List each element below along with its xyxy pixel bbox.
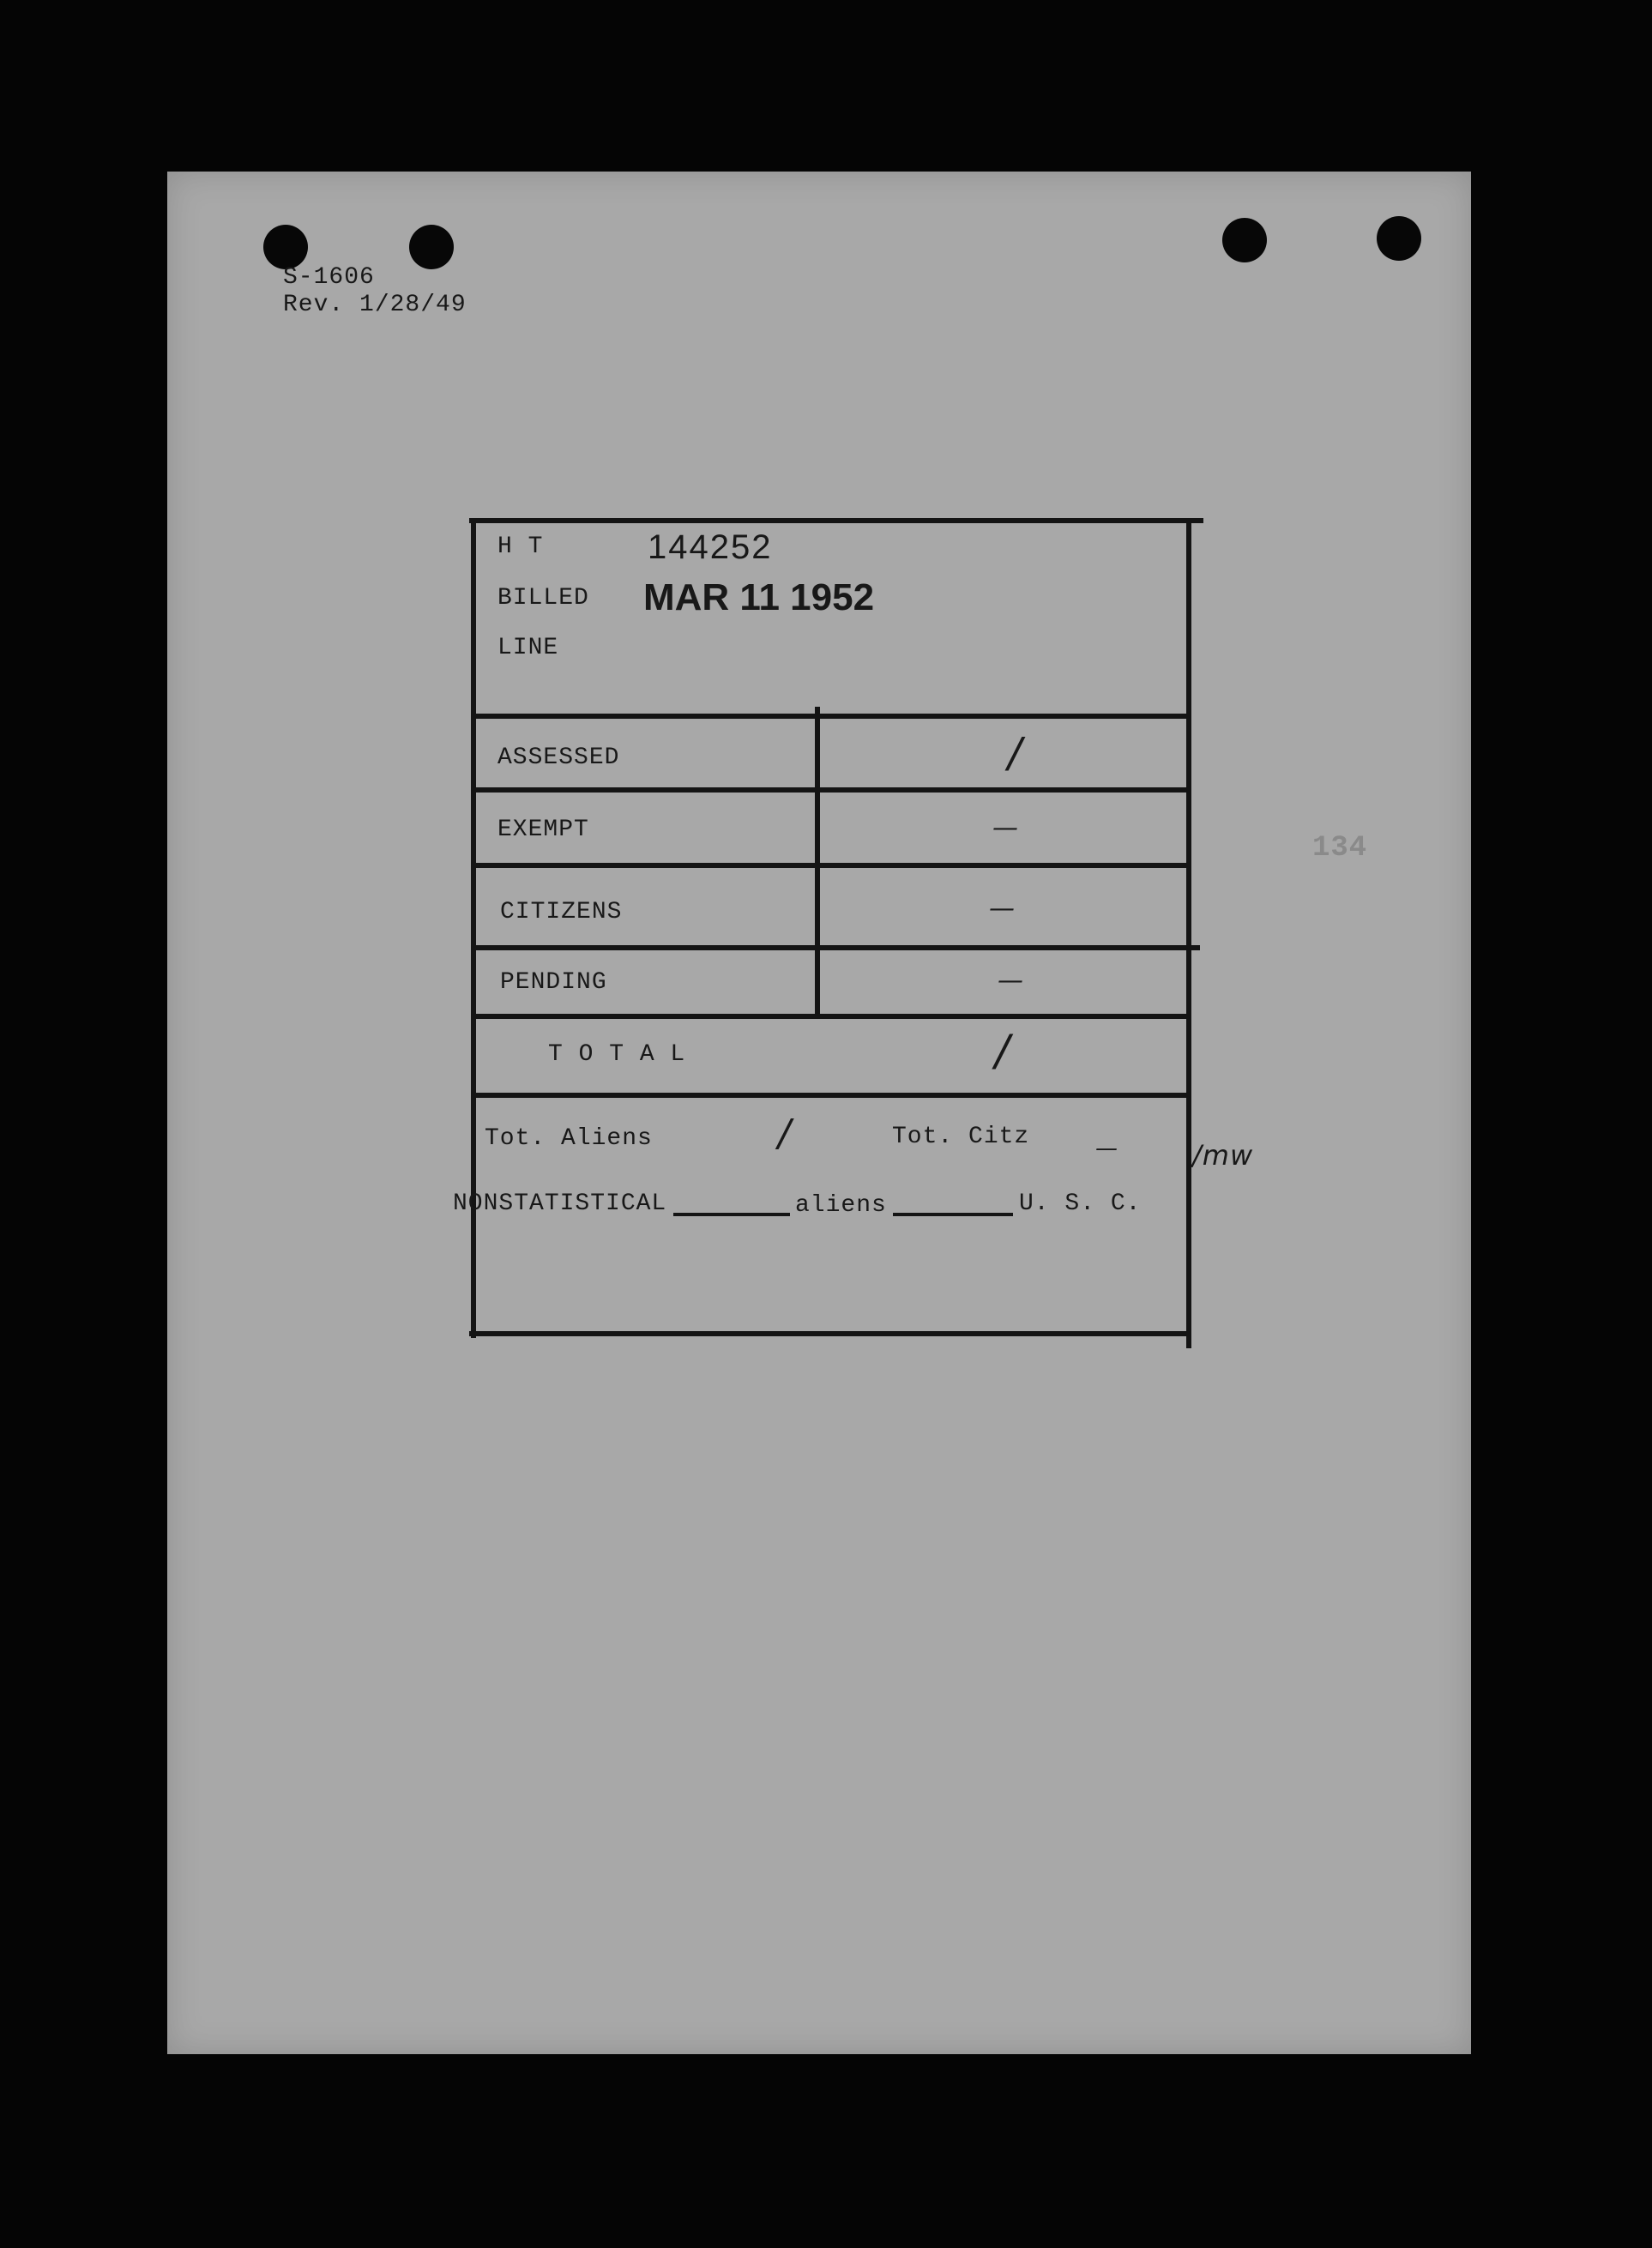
box-right-border	[1186, 518, 1191, 1348]
aliens-label: aliens	[795, 1192, 887, 1219]
initials: /mw	[1192, 1139, 1254, 1172]
row-label: EXEMPT	[497, 817, 589, 843]
total-label: T O T A L	[548, 1041, 686, 1068]
row-mark: /	[1008, 729, 1023, 777]
aliens-underline	[893, 1213, 1013, 1216]
row-mark: —	[992, 813, 1019, 843]
document-sheet	[167, 172, 1471, 2054]
form-number: S-1606	[283, 264, 375, 291]
punch-hole	[1222, 218, 1267, 262]
usc-label: U. S. C.	[1019, 1190, 1142, 1217]
ht-label: H T	[497, 533, 544, 560]
tot-citz-label: Tot. Citz	[892, 1124, 1030, 1150]
total-mark: /	[995, 1026, 1010, 1076]
row-divider	[471, 1093, 1191, 1098]
row-label: ASSESSED	[497, 744, 620, 771]
row-mark: —	[998, 966, 1024, 996]
row-label: PENDING	[500, 969, 607, 996]
ht-number: 144252	[648, 528, 773, 566]
tot-aliens-label: Tot. Aliens	[485, 1125, 653, 1152]
nonstatistical-label: NONSTATISTICAL	[453, 1190, 667, 1217]
billed-label: BILLED	[497, 585, 589, 612]
page-number: 134	[1312, 832, 1368, 865]
row-divider	[471, 714, 1191, 719]
form-revision: Rev. 1/28/49	[283, 292, 467, 318]
row-mark: —	[989, 894, 1016, 924]
row-divider	[471, 787, 1191, 793]
row-divider	[471, 863, 1191, 868]
nonstat-underline	[673, 1213, 790, 1216]
box-top-border	[469, 518, 1203, 523]
punch-hole	[263, 225, 308, 269]
punch-hole	[409, 225, 454, 269]
billed-date-stamp: MAR 11 1952	[643, 576, 875, 618]
row-divider	[471, 1014, 1191, 1019]
tot-citz-mark: —	[1095, 1136, 1118, 1161]
column-divider	[815, 707, 820, 1017]
row-label: CITIZENS	[500, 899, 623, 925]
box-bottom-border	[469, 1331, 1191, 1336]
row-divider	[471, 945, 1200, 950]
line-label: LINE	[497, 635, 559, 661]
punch-hole	[1377, 216, 1421, 261]
tot-aliens-mark: /	[778, 1112, 792, 1155]
